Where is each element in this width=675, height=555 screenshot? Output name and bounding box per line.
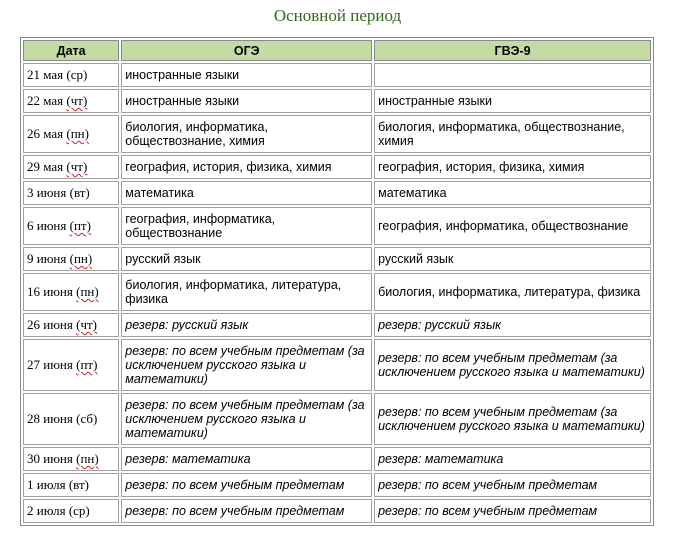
weekday-text: (пт) <box>76 357 98 372</box>
oge-cell: биология, информатика, обществознание, химия <box>121 115 372 153</box>
date-text: 28 июня <box>27 411 73 426</box>
weekday-text: (пн) <box>69 251 93 266</box>
weekday-text: (ср) <box>66 67 88 82</box>
date-text: 22 мая <box>27 93 64 108</box>
date-cell <box>23 115 119 153</box>
oge-cell: биология, информатика, литература, физика <box>121 273 372 311</box>
date-cell <box>23 339 119 391</box>
table-row <box>23 181 651 205</box>
date-text: 6 июня <box>27 218 67 233</box>
schedule-table <box>20 37 654 526</box>
date-text: 1 июля <box>27 477 66 492</box>
date-text: 9 июня <box>27 251 67 266</box>
oge-cell: резерв: по всем учебным предметам (за исключением русского языка и математики) <box>121 393 372 445</box>
weekday-text: (вт) <box>68 477 89 492</box>
table-row <box>23 499 651 523</box>
date-text: 21 мая <box>27 67 64 82</box>
oge-cell: география, история, физика, химия <box>121 155 372 179</box>
table-header-row <box>23 40 651 61</box>
date-cell <box>23 247 119 271</box>
date-text: 26 мая <box>27 126 64 141</box>
weekday-text: (пн) <box>76 284 99 299</box>
table-row <box>23 273 651 311</box>
weekday-text: (вт) <box>69 185 90 200</box>
date-cell <box>23 313 119 337</box>
oge-cell: иностранные языки <box>121 63 372 87</box>
weekday-text: (пт) <box>69 218 91 233</box>
date-cell <box>23 89 119 113</box>
table-row <box>23 393 651 445</box>
weekday-text: (чт) <box>66 93 88 108</box>
oge-cell: резерв: по всем учебным предметам <box>121 473 372 497</box>
header-date: Дата <box>23 40 119 61</box>
weekday-text: (сб) <box>76 411 98 426</box>
weekday-text: (пн) <box>66 126 89 141</box>
table-row <box>23 339 651 391</box>
table-row <box>23 447 651 471</box>
date-cell <box>23 499 119 523</box>
table-row <box>23 473 651 497</box>
weekday-text: (ср) <box>68 503 90 518</box>
date-cell <box>23 181 119 205</box>
date-text: 16 июня <box>27 284 73 299</box>
date-text: 29 мая <box>27 159 64 174</box>
date-text: 3 июня <box>27 185 67 200</box>
oge-cell: русский язык <box>121 247 372 271</box>
date-text: 26 июня <box>27 317 73 332</box>
oge-cell: иностранные языки <box>121 89 372 113</box>
header-oge: ОГЭ <box>121 40 372 61</box>
header-gve: ГВЭ-9 <box>374 40 651 61</box>
date-text: 2 июля <box>27 503 66 518</box>
oge-cell: математика <box>121 181 372 205</box>
date-cell <box>23 207 119 245</box>
oge-cell: резерв: математика <box>121 447 372 471</box>
date-cell <box>23 273 119 311</box>
gve-cell <box>374 63 651 87</box>
date-cell <box>23 63 119 87</box>
oge-cell: резерв: по всем учебным предметам <box>121 499 372 523</box>
weekday-text: (пн) <box>76 451 99 466</box>
gve-cell: резерв: по всем учебным предметам (за исключением русского языка и математики) <box>374 339 651 391</box>
date-cell <box>23 393 119 445</box>
weekday-text: (чт) <box>66 159 88 174</box>
table-row <box>23 63 651 87</box>
page-title: Основной период <box>273 6 402 25</box>
weekday-text: (чт) <box>76 317 97 332</box>
gve-cell: резерв: по всем учебным предметам (за исключением русского языка и математики) <box>374 393 651 445</box>
gve-cell: биология, информатика, обществознание, химия <box>374 115 651 153</box>
date-cell <box>23 155 119 179</box>
gve-cell: русский язык <box>374 247 651 271</box>
table-row <box>23 313 651 337</box>
gve-cell: резерв: по всем учебным предметам <box>374 499 651 523</box>
date-cell <box>23 447 119 471</box>
gve-cell: география, информатика, обществознание <box>374 207 651 245</box>
table-row <box>23 155 651 179</box>
table-row <box>23 247 651 271</box>
table-row <box>23 115 651 153</box>
gve-cell: математика <box>374 181 651 205</box>
oge-cell: резерв: русский язык <box>121 313 372 337</box>
date-cell <box>23 473 119 497</box>
gve-cell: биология, информатика, литература, физика <box>374 273 651 311</box>
gve-cell: резерв: по всем учебным предметам <box>374 473 651 497</box>
date-text: 27 июня <box>27 357 73 372</box>
table-row <box>23 89 651 113</box>
table-row <box>23 207 651 245</box>
gve-cell: резерв: русский язык <box>374 313 651 337</box>
oge-cell: география, информатика, обществознание <box>121 207 372 245</box>
date-text: 30 июня <box>27 451 73 466</box>
gve-cell: иностранные языки <box>374 89 651 113</box>
gve-cell: география, история, физика, химия <box>374 155 651 179</box>
oge-cell: резерв: по всем учебным предметам (за исключением русского языка и математики) <box>121 339 372 391</box>
gve-cell: резерв: математика <box>374 447 651 471</box>
